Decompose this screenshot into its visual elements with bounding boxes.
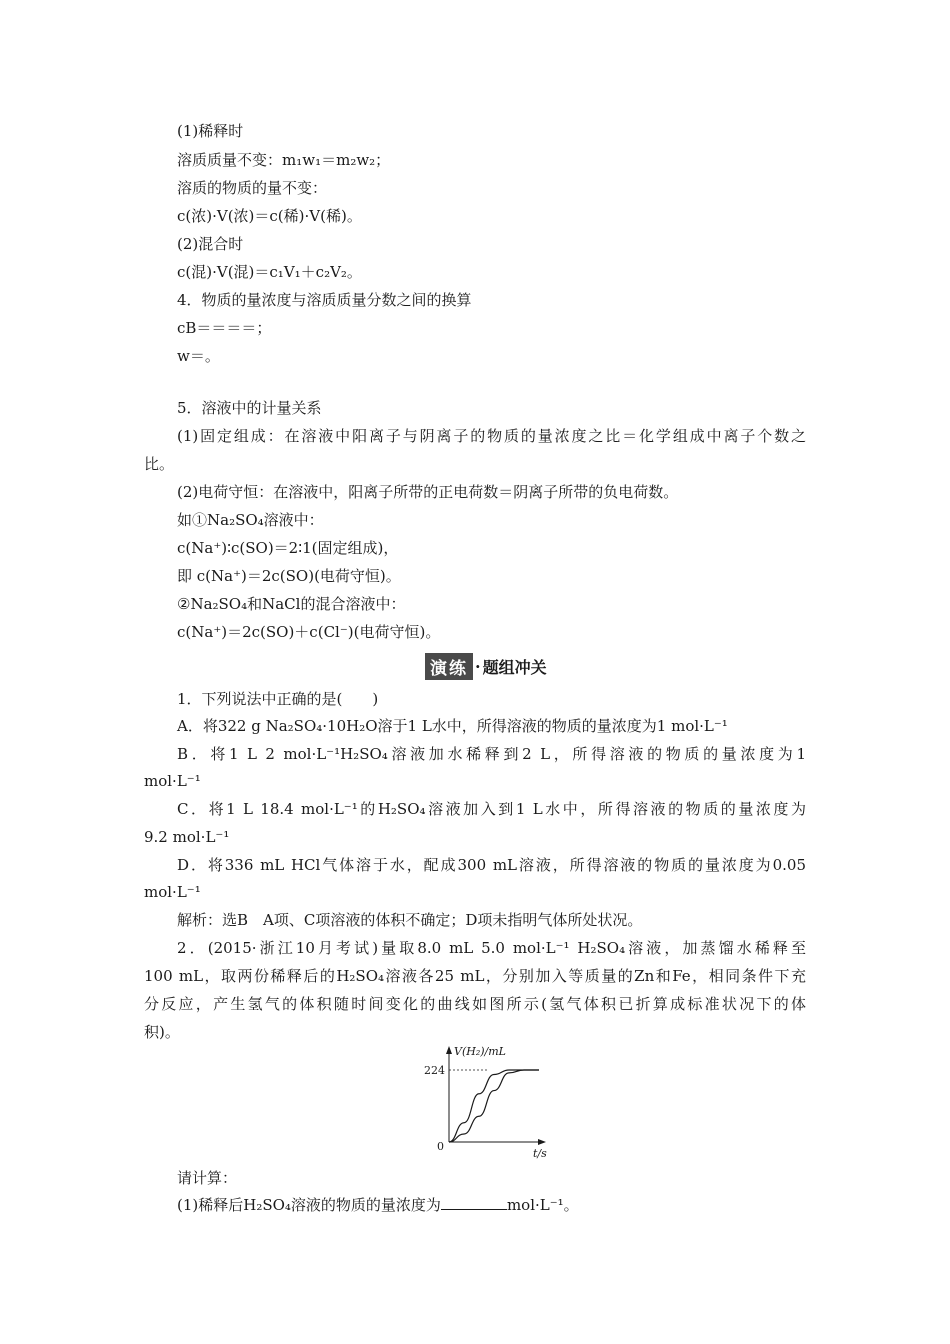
banner-title: 题组冲关 bbox=[482, 657, 547, 677]
sub-question-1-unit: mol·L⁻¹。 bbox=[506, 1196, 579, 1214]
text-line: (2)混合时 bbox=[177, 235, 244, 253]
sub-question-1-text: (1)稀释后H₂SO₄溶液的物质的量浓度为 bbox=[177, 1196, 441, 1214]
answer-blank[interactable] bbox=[441, 1194, 507, 1210]
text-line: 4．物质的量浓度与溶质质量分数之间的换算 bbox=[177, 291, 472, 309]
section-banner bbox=[425, 653, 547, 679]
banner-dot: · bbox=[475, 656, 481, 676]
question-2-line: 分反应，产生氢气的体积随时间变化的曲线如图所示(氢气体积已折算成标准状况下的体 bbox=[144, 995, 806, 1013]
calc-prompt: 请计算： bbox=[177, 1169, 238, 1187]
option-d-cont: mol·L⁻¹ bbox=[144, 883, 201, 901]
text-line: w＝。 bbox=[177, 347, 220, 365]
text-line: 如①Na₂SO₄溶液中： bbox=[177, 511, 324, 529]
banner-label: 演练 bbox=[425, 653, 473, 680]
text-line: 比。 bbox=[144, 455, 175, 473]
option-b: B．将1 L 2 mol·L⁻¹H₂SO₄溶液加水稀释到2 L，所得溶液的物质的量浓度为1 bbox=[177, 745, 806, 763]
series-line-1 bbox=[449, 1070, 539, 1142]
option-c-cont: 9.2 mol·L⁻¹ bbox=[144, 828, 230, 846]
text-line: ②Na₂SO₄和NaCl的混合溶液中： bbox=[177, 595, 406, 613]
question-2-line: 2．(2015·浙江10月考试)量取8.0 mL 5.0 mol·L⁻¹ H₂SO₄溶液，加蒸馏水稀释至 bbox=[177, 939, 806, 957]
text-line: 即 c(Na⁺)＝2c(SO)(电荷守恒)。 bbox=[177, 567, 401, 585]
text-line: c(浓)·V(浓)＝c(稀)·V(稀)。 bbox=[177, 207, 362, 225]
answer-explanation: 解析：选B A项、C项溶液的体积不确定；D项未指明气体所处状况。 bbox=[177, 911, 643, 929]
text-line: c(混)·V(混)＝c₁V₁＋c₂V₂。 bbox=[177, 263, 362, 281]
text-line: (1)固定组成：在溶液中阳离子与阴离子的物质的量浓度之比＝化学组成中离子个数之 bbox=[177, 427, 806, 445]
text-line: 溶质质量不变：m₁w₁＝m₂w₂； bbox=[177, 151, 391, 169]
question-2-line: 积)。 bbox=[144, 1023, 180, 1041]
hydrogen-volume-chart bbox=[420, 1040, 570, 1162]
sub-question-1 bbox=[177, 1194, 579, 1215]
y-axis-arrow bbox=[446, 1046, 452, 1054]
text-line: cB＝＝＝＝； bbox=[177, 319, 272, 337]
text-line: (1)稀释时 bbox=[177, 122, 244, 140]
text-line: (2)电荷守恒：在溶液中，阳离子所带的正电荷数＝阴离子所带的负电荷数。 bbox=[177, 483, 679, 501]
text-line: c(Na⁺)＝2c(SO)＋c(Cl⁻)(电荷守恒)。 bbox=[177, 623, 441, 641]
option-c: C．将1 L 18.4 mol·L⁻¹的H₂SO₄溶液加入到1 L水中，所得溶液的物质的量浓度为 bbox=[177, 800, 806, 818]
series-line-2 bbox=[449, 1070, 539, 1142]
x-axis-label: t/s bbox=[533, 1147, 547, 1160]
option-a: A．将322 g Na₂SO₄·10H₂O溶于1 L水中，所得溶液的物质的量浓度为1 mol·L⁻¹ bbox=[177, 717, 728, 735]
y-axis-label: V(H₂)/mL bbox=[454, 1045, 506, 1058]
x-axis-arrow bbox=[538, 1139, 546, 1145]
question-2-line: 100 mL，取两份稀释后的H₂SO₄溶液各25 mL，分别加入等质量的Zn和Fe，相同条件下充 bbox=[144, 967, 806, 985]
text-line: 溶质的物质的量不变： bbox=[177, 179, 328, 197]
text-line: c(Na⁺)∶c(SO)＝2∶1(固定组成)， bbox=[177, 539, 399, 557]
option-b-cont: mol·L⁻¹ bbox=[144, 772, 201, 790]
text-line: 5．溶液中的计量关系 bbox=[177, 399, 322, 417]
option-d: D．将336 mL HCl气体溶于水，配成300 mL溶液，所得溶液的物质的量浓度为0.05 bbox=[177, 856, 806, 874]
y-tick-label: 224 bbox=[424, 1064, 445, 1077]
origin-label: 0 bbox=[437, 1140, 444, 1153]
question-stem: 1．下列说法中正确的是( ) bbox=[177, 690, 379, 708]
